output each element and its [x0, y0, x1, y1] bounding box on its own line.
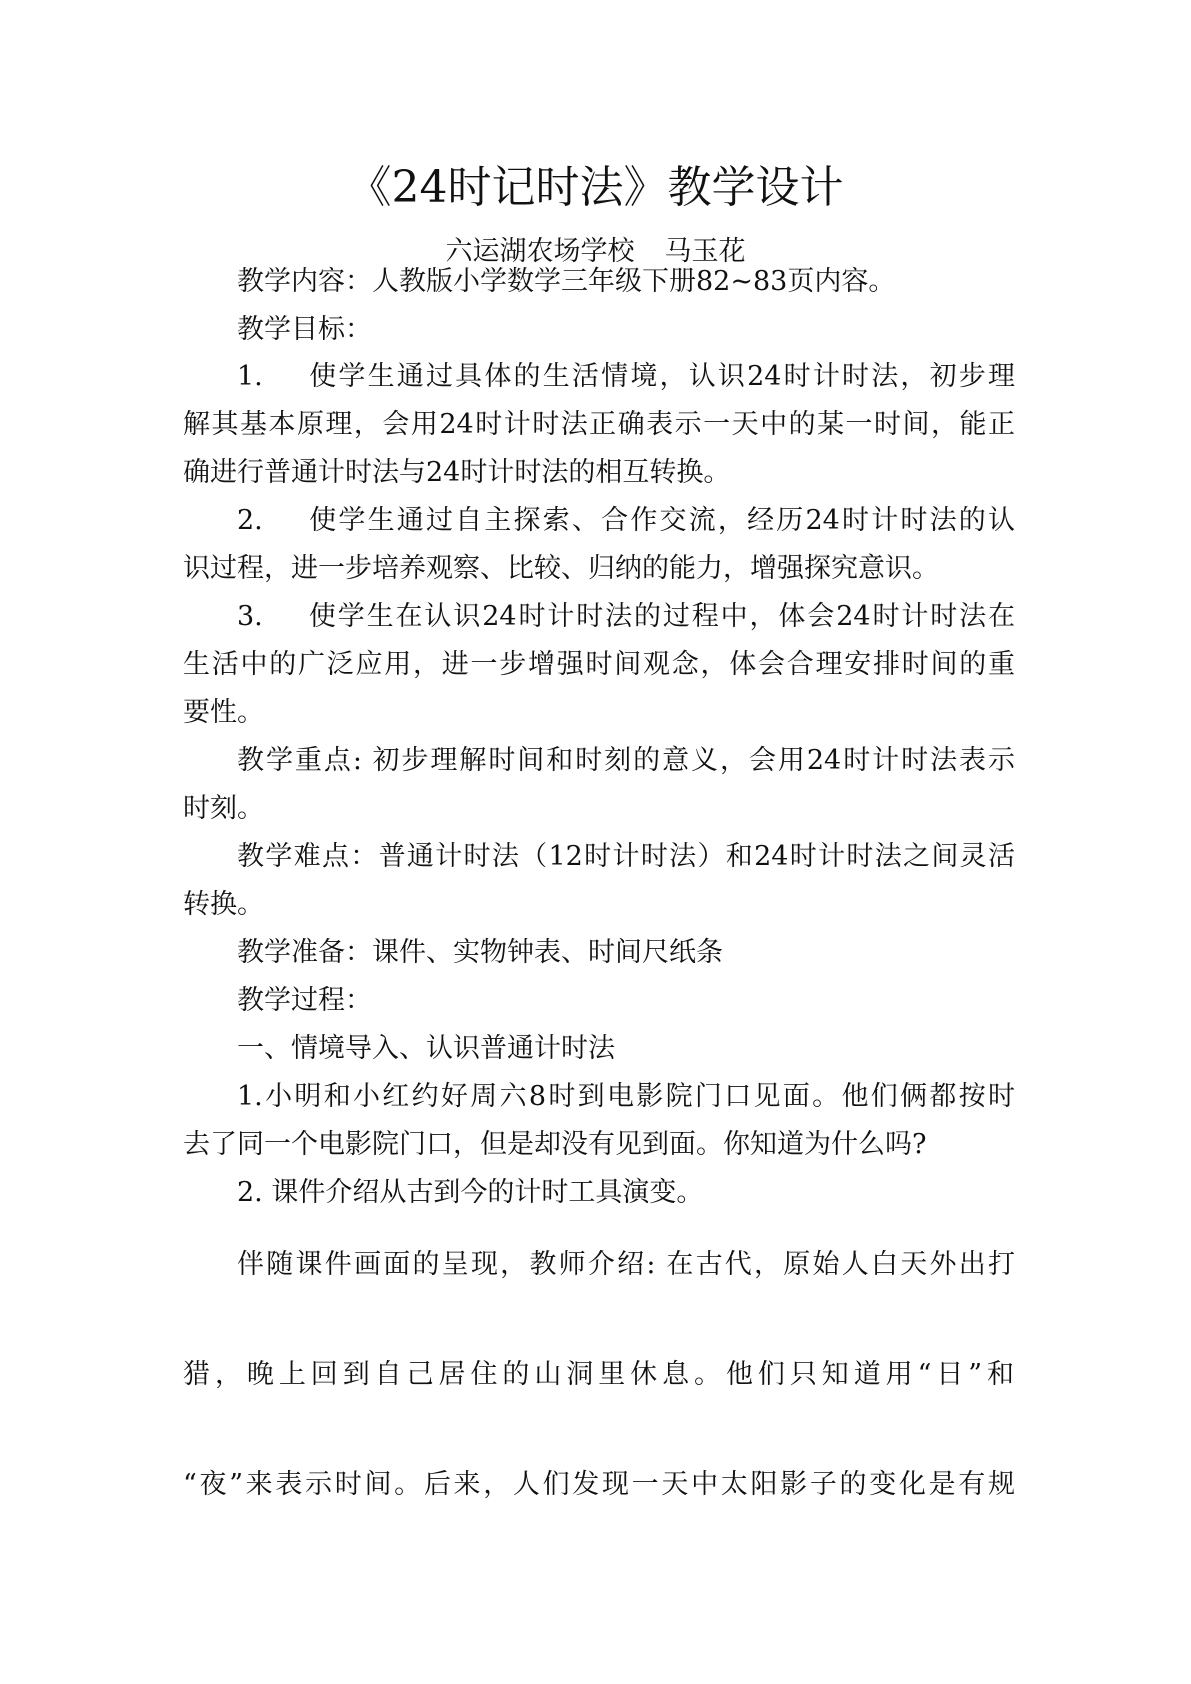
goal-1-text: 使学生通过具体的生活情境，认识24时计时法，初步理 [307, 361, 1015, 392]
goal-2-text: 使学生通过自主探索、合作交流，经历24时计时法的认 [307, 505, 1015, 536]
goal-2-line-1 [237, 501, 1015, 541]
goal-1-line-3: 确进行普通计时法与24时计时法的相互转换。 [183, 457, 731, 488]
teaching-content: 教学内容：人教版小学数学三年级下册82~83页内容。 [237, 266, 896, 297]
item-1-line-2: 去了同一个电影院门口，但是却没有见到面。你知道为什么吗? [183, 1129, 927, 1160]
paragraph-line-2: 猎，晚上回到自己居住的山洞里休息。他们只知道用“日”和 [183, 1359, 1015, 1390]
preparation-line: 教学准备：课件、实物钟表、时间尺纸条 [237, 937, 723, 968]
document-title: 《24时记时法》教学设计 [347, 162, 844, 213]
process-heading: 教学过程： [237, 985, 372, 1016]
goal-1-line-2: 解其基本原理，会用24时计时法正确表示一天中的某一时间，能正 [183, 409, 1015, 440]
goal-1-number: 1. [237, 361, 263, 392]
goal-3-number: 3. [237, 601, 263, 632]
paragraph-line-3: “夜”来表示时间。后来，人们发现一天中太阳影子的变化是有规 [183, 1469, 1015, 1500]
section-1-heading: 一、情境导入、认识普通计时法 [237, 1033, 615, 1064]
goal-2-number: 2. [237, 505, 263, 536]
key-points-line-2: 时刻。 [183, 793, 264, 824]
difficulty-line-1: 教学难点：普通计时法（12时计时法）和24时计时法之间灵活 [237, 841, 1015, 872]
goal-3-line-1 [237, 597, 1015, 637]
difficulty-line-2: 转换。 [183, 889, 264, 920]
goal-3-text: 使学生在认识24时计时法的过程中，体会24时计时法在 [307, 601, 1015, 632]
key-points-line-1: 教学重点: 初步理解时间和时刻的意义，会用24时计时法表示 [237, 745, 1015, 776]
author-name: 马玉花 [664, 236, 746, 267]
goals-heading: 教学目标： [237, 314, 372, 345]
goal-1-line-1 [237, 357, 1015, 397]
goal-3-line-2: 生活中的广泛应用，进一步增强时间观念，体会合理安排时间的重 [183, 649, 1015, 680]
author-school: 六运湖农场学校 [445, 236, 635, 267]
goal-3-line-3: 要性。 [183, 697, 264, 728]
paragraph-line-1: 伴随课件画面的呈现，教师介绍: 在古代，原始人白天外出打 [237, 1249, 1015, 1280]
item-1-line-1: 1.小明和小红约好周六8时到电影院门口见面。他们俩都按时 [237, 1081, 1015, 1112]
goal-2-line-2: 识过程，进一步培养观察、比较、归纳的能力，增强探究意识。 [183, 553, 939, 584]
item-2-line: 2. 课件介绍从古到今的计时工具演变。 [237, 1177, 704, 1208]
